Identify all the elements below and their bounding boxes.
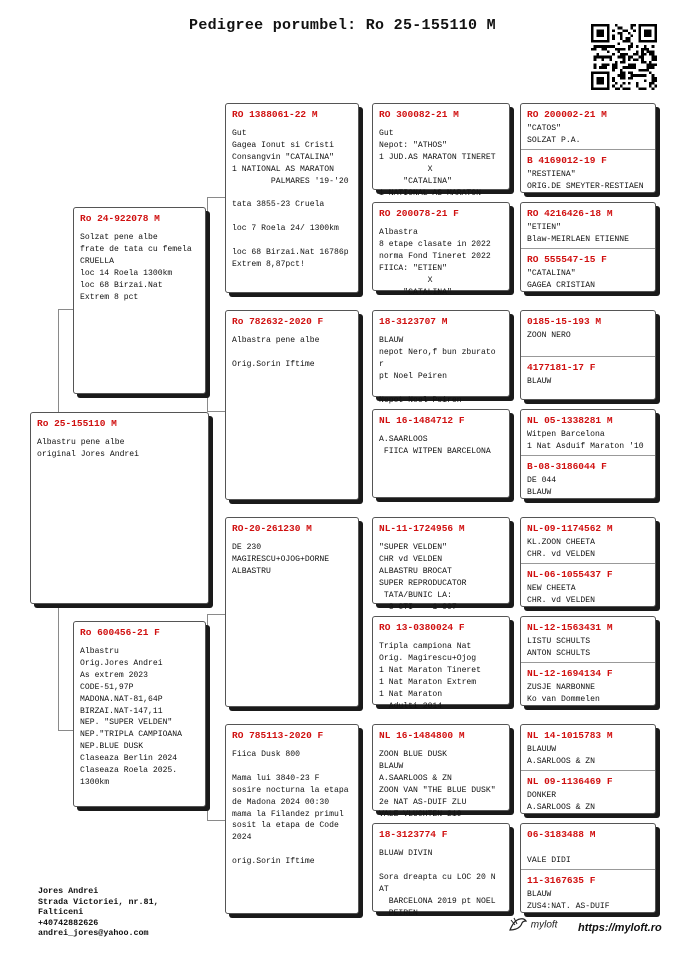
ancestor-pair-card[interactable] bbox=[520, 517, 656, 607]
pigeon-description: Albastra pene albe Orig.Sorin Iftime bbox=[232, 336, 320, 369]
pigeon-description: "RESTIENA" ORIG.DE SMEYTER-RESTIAEN bbox=[527, 170, 644, 191]
grandparent-card[interactable] bbox=[225, 103, 359, 293]
pigeon-description: Tripla campiona Nat Orig. Magirescu+Ojog 1 Nat Maraton Tineret 1 Nat Maraton Extrem 1 Nat Maraton Adulti 2014 bbox=[379, 642, 481, 711]
pigeon-description: "CATALINA" GAGEA CRISTIAN bbox=[527, 269, 595, 290]
ring-number: RO 4216426-18 M bbox=[527, 208, 613, 219]
owner-phone: +40742882626 bbox=[38, 917, 99, 928]
pigeon-description: LISTU SCHULTS ANTON SCHULTS bbox=[527, 637, 591, 658]
owner-city: Falticeni bbox=[38, 907, 84, 918]
ancestor-pair-card[interactable] bbox=[520, 103, 656, 193]
pigeon-description: NEW CHEETA CHR. vd VELDEN bbox=[527, 584, 595, 605]
ring-number: NL 09-1136469 F bbox=[527, 776, 613, 787]
ancestor-pair-card[interactable] bbox=[520, 823, 656, 913]
ring-number: 11-3167635 F bbox=[527, 875, 596, 886]
ancestor-pair-card[interactable] bbox=[520, 310, 656, 400]
owner-contact bbox=[38, 886, 159, 939]
great-grandparent-card[interactable] bbox=[372, 409, 510, 498]
ring-number: NL 14-1015783 M bbox=[527, 730, 613, 741]
pigeon-description: DONKER A.SARLOOS & ZN bbox=[527, 791, 595, 812]
ancestor-pair-card[interactable] bbox=[520, 409, 656, 499]
pigeon-description: KL.ZOON CHEETA CHR. vd VELDEN bbox=[527, 538, 595, 559]
pigeon-description: Solzat pene albe frate de tata cu femela CRUELLA loc 14 Roela 1300km loc 68 Birzai.Nat Extrem 8 pct bbox=[80, 233, 192, 302]
ring-number: Ro 24-922078 M bbox=[80, 213, 160, 224]
connector-line bbox=[207, 411, 225, 412]
logo-text: myloft bbox=[530, 919, 558, 931]
pigeon-description: Gut Gagea Ionut si Cristi Consangvin "CATALINA" 1 NATIONAL AS MARATON PALMARES '19-'20 tata 3855-23 Cruela loc 7 Roela 24/ 1300km loc 68 Birzai.Nat 16786p Extrem 8,87pct! bbox=[232, 129, 349, 269]
connector-line bbox=[207, 820, 225, 821]
ring-number: Ro 25-155110 M bbox=[37, 418, 117, 429]
pigeon-description: BLAUW ZUS4:NAT. AS-DUIF bbox=[527, 890, 610, 911]
ring-number: RO 785113-2020 F bbox=[232, 730, 324, 741]
owner-email: andrei_jores@yahoo.com bbox=[38, 928, 149, 939]
grandparent-card[interactable] bbox=[225, 724, 359, 914]
pigeon-description: "ETIEN" Blaw-MEIRLAEN ETIENNE bbox=[527, 223, 629, 244]
great-grandparent-card[interactable] bbox=[372, 202, 510, 297]
ring-number: NL-11-1724956 M bbox=[379, 523, 465, 534]
pigeon-description: BLAUW bbox=[527, 377, 552, 386]
ring-number: RO 13-0380024 F bbox=[379, 622, 465, 633]
pigeon-logo-icon bbox=[508, 916, 528, 934]
connector-line bbox=[207, 614, 208, 820]
qr-code-icon bbox=[591, 24, 657, 90]
ancestor-pair-card[interactable] bbox=[520, 724, 656, 814]
great-grandparent-card[interactable] bbox=[372, 616, 510, 711]
pigeon-description: ZOON BLUE DUSK BLAUW A.SAARLOOS & ZN ZOON VAN "THE BLUE DUSK" 2e NAT AS-DUIF ZLU VALE VLUCHTEN 219 bbox=[379, 750, 496, 819]
connector-line bbox=[207, 197, 225, 198]
ring-number: Ro 782632-2020 F bbox=[232, 316, 324, 327]
pigeon-description: "CATOS" SOLZAT P.A. bbox=[527, 124, 581, 145]
ring-number: NL 16-1484712 F bbox=[379, 415, 465, 426]
connector-line bbox=[58, 309, 59, 412]
ring-number: NL-12-1563431 M bbox=[527, 622, 613, 633]
ring-number: RO 200078-21 F bbox=[379, 208, 459, 219]
great-grandparent-card[interactable] bbox=[372, 724, 510, 819]
pigeon-description: ZUSJE NARBONNE Ko van Dommelen bbox=[527, 683, 600, 704]
ancestor-pair-card[interactable] bbox=[520, 202, 656, 292]
ring-number: B-08-3186044 F bbox=[527, 461, 607, 472]
ring-number: RO 555547-15 F bbox=[527, 254, 607, 265]
ring-number: RO 300082-21 M bbox=[379, 109, 459, 120]
pigeon-description: BLAUUW A.SARLOOS & ZN bbox=[527, 745, 595, 766]
ring-number: Ro 600456-21 F bbox=[80, 627, 160, 638]
ring-number: 18-3123774 F bbox=[379, 829, 448, 840]
dam-card[interactable] bbox=[73, 621, 206, 807]
ring-number: RO-20-261230 M bbox=[232, 523, 312, 534]
great-grandparent-card[interactable] bbox=[372, 103, 510, 198]
pigeon-description: VALE DIDI bbox=[527, 855, 571, 865]
owner-name: Jores Andrei bbox=[38, 886, 99, 896]
connector-line bbox=[58, 605, 59, 730]
pigeon-description: "SUPER VELDEN" CHR vd VELDEN ALBASTRU BROCAT SUPER REPRODUCATOR TATA/BUNIC LA: 3 CTI 1 007 bbox=[379, 543, 467, 612]
ring-number: RO 200002-21 M bbox=[527, 109, 607, 120]
ancestor-pair-card[interactable] bbox=[520, 616, 656, 706]
connector-line bbox=[58, 309, 73, 310]
ring-number: NL-09-1174562 M bbox=[527, 523, 613, 534]
pigeon-description: Albastru Orig.Jores Andrei As extrem 2023 CODE-51,97P MADONA.NAT-81,64P BIRZAI.NAT-147,11 NEP. "SUPER VELDEN" NEP."TRIPLA CAMPIOANA NEP.BLUE DUSK Claseaza Berlin 2024 Claseaza Roela 2025. 1300km bbox=[80, 647, 182, 787]
ring-number: NL 16-1484800 M bbox=[379, 730, 465, 741]
connector-line bbox=[58, 730, 73, 731]
pigeon-description: Fiica Dusk 800 Mama lui 3840-23 F sosire nocturna la etapa de Madona 2024 00:30 mama la Filandez primul sosit la etapa de Code 2024 orig.Sorin Iftime bbox=[232, 750, 349, 867]
connector-line bbox=[207, 197, 208, 411]
pigeon-description: Albastra 8 etape clasate in 2022 norma Fond Tineret 2022 FIICA: "ETIEN" X "CATALINA" bbox=[379, 228, 491, 297]
ring-number: B 4169012-19 F bbox=[527, 155, 607, 166]
pigeon-description: A.SAARLOOS FIICA WITPEN BARCELONA bbox=[379, 435, 491, 456]
pigeon-description: Albastru pene albe original Jores Andrei bbox=[37, 438, 139, 459]
owner-street: Strada Victoriei, nr.81, bbox=[38, 896, 159, 907]
pigeon-description: Witpen Barcelona 1 Nat Asduif Maraton '10 bbox=[527, 430, 644, 451]
pigeon-description: ZOON NERO bbox=[527, 331, 571, 340]
ring-number: 4177181-17 F bbox=[527, 362, 596, 373]
connector-line bbox=[207, 614, 225, 615]
website-link[interactable]: https://myloft.ro bbox=[578, 922, 662, 934]
sire-card[interactable] bbox=[73, 207, 206, 394]
ring-number: 18-3123707 M bbox=[379, 316, 448, 327]
grandparent-card[interactable] bbox=[225, 517, 359, 707]
ring-number: RO 1388061-22 M bbox=[232, 109, 318, 120]
ring-number: 0185-15-193 M bbox=[527, 316, 602, 327]
page-title: Pedigree porumbel: Ro 25-155110 M bbox=[189, 17, 496, 34]
pigeon-description: BLAUW nepot Nero,f bun zburato r pt Noel Peiren Nepot Noel Peiren bbox=[379, 336, 496, 405]
ring-number: NL-12-1694134 F bbox=[527, 668, 613, 679]
pigeon-description: BLUAW DIVIN Sora dreapta cu LOC 20 N AT BARCELONA 2019 pt NOEL PEIREN bbox=[379, 849, 496, 918]
ring-number: 06-3183488 M bbox=[527, 829, 596, 840]
great-grandparent-card[interactable] bbox=[372, 823, 510, 918]
ring-number: NL 05-1338281 M bbox=[527, 415, 613, 426]
ring-number: NL-06-1055437 F bbox=[527, 569, 613, 580]
pigeon-description: DE 230 MAGIRESCU+OJOG+DORNE ALBASTRU bbox=[232, 543, 330, 576]
subject-card[interactable] bbox=[30, 412, 209, 604]
grandparent-card[interactable] bbox=[225, 310, 359, 500]
myloft-logo[interactable] bbox=[508, 916, 557, 934]
pigeon-description: Gut Nepot: "ATHOS" 1 JUD.AS MARATON TINERET X "CATALINA" 1 NATIONAL AS MARATON bbox=[379, 129, 496, 198]
great-grandparent-card[interactable] bbox=[372, 310, 510, 405]
pigeon-description: DE 044 BLAUW bbox=[527, 476, 557, 497]
great-grandparent-card[interactable] bbox=[372, 517, 510, 612]
